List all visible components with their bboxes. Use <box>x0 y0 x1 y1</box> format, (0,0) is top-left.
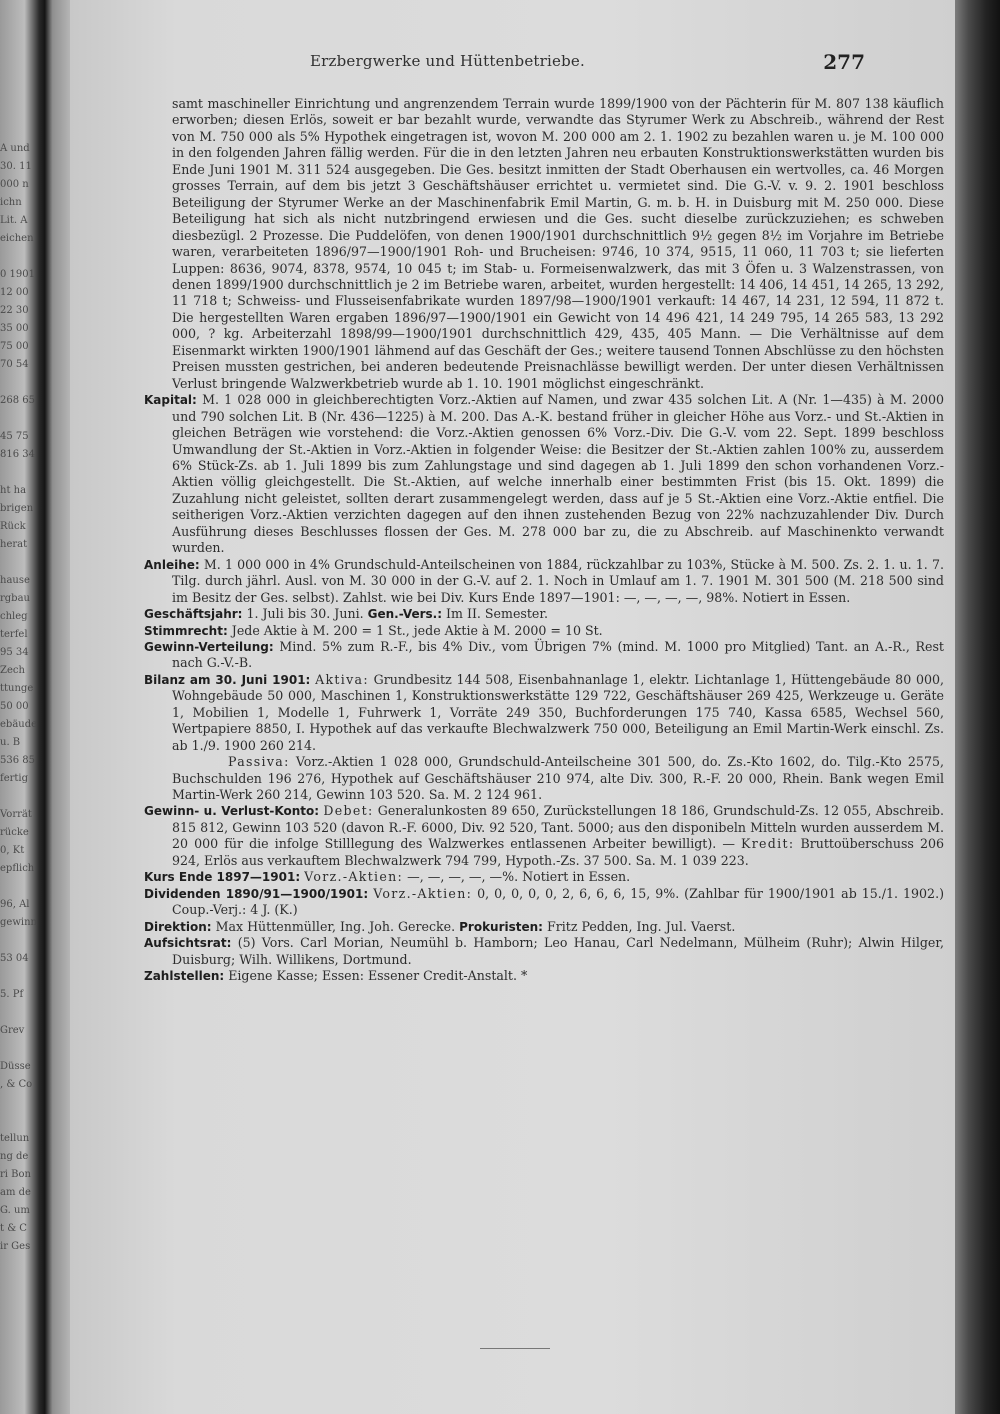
left-margin-fragment: Rück <box>0 521 26 532</box>
left-margin-fragment: 22 30 <box>0 305 29 316</box>
dividenden-text: 0, 0, 0, 0, 0, 2, 6, 6, 6, 15, 9%. (Zahlbar für 1900/1901 ab 15./1. 1902.) Coup.-Verj.: 4 J. (K.) <box>172 885 944 918</box>
left-margin-fragment <box>0 968 38 986</box>
left-margin-fragment: Zech <box>0 665 25 676</box>
left-margin-fragment: t & C <box>0 1223 27 1234</box>
zahlstellen-section <box>144 968 944 984</box>
dividenden-sub-label: Vorz.-Aktien: <box>373 885 473 901</box>
left-margin-fragment: 0, Kt <box>0 845 25 856</box>
left-margin-fragment <box>0 554 38 572</box>
anleihe-text: M. 1 000 000 in 4% Grundschuld-Anteilscheinen von 1884, rückzahlbar zu 103%, Stücke à M. 500. Zs. 2. 1. u. 1. 7. Tilg. durch jährl. Ausl. von M. 30 000 in der G.-V. auf 2. 1. Noch in Umlauf am 1. 7. 1901 M. 301 500 (M. 218 500 sind im Besitz der Ges. selbst). Zahlst. wie bei Div. Kurs Ende 1897—1901: —, —, —, —, 98%. Notiert in Essen. <box>172 556 944 605</box>
left-margin-fragment: ng de <box>0 1151 29 1162</box>
left-margin-fragment: tellun <box>0 1133 30 1144</box>
geschaeftsjahr-text: 1. Juli bis 30. Juni. <box>246 606 364 622</box>
gewinn-verteilung-section <box>144 639 944 672</box>
left-margin-fragment: 536 85 <box>0 755 35 766</box>
left-margin-fragment <box>0 1040 38 1058</box>
direktion-text: Max Hüttenmüller, Ing. Joh. Gerecke. <box>215 918 456 934</box>
left-margin-fragment: Düsse <box>0 1061 31 1072</box>
left-margin-fragment: ichn <box>0 197 22 208</box>
gewinn-verlust-section <box>144 803 944 869</box>
left-margin-fragment: 000 n <box>0 179 29 190</box>
zahlstellen-label: Zahlstellen: <box>144 969 225 984</box>
left-margin-fragment: chleg <box>0 611 28 622</box>
left-margin-fragment: 5. Pf <box>0 989 24 1000</box>
left-margin-fragment: ttunge <box>0 683 34 694</box>
left-margin-fragment: fertig <box>0 773 29 784</box>
direktion-label: Direktion: <box>144 919 212 934</box>
left-margin-fragment <box>0 1094 38 1112</box>
debet-text: Generalunkosten 89 650, Zurückstellungen 18 186, Grundschuld-Zs. 12 055, Abschreib. 815 812, Gewinn 103 520 (davon R.-F. 6000, Div. 92 520, Tant. 5000; aus den disponibeln Mitteln wurden ausserdem M. 20 000 für die infolge Stilllegung des Walzwerkes entlassenen Arbeiter bewilligt). — <box>172 803 944 852</box>
aktiva-label: Aktiva: <box>315 671 369 687</box>
left-margin-fragment: 45 75 <box>0 431 29 442</box>
left-margin-fragment <box>0 248 38 266</box>
page-number: 277 <box>823 50 865 74</box>
passiva-section <box>144 754 944 803</box>
left-margin-fragment <box>0 1004 38 1022</box>
left-margin-fragment: rgbau <box>0 593 30 604</box>
stimmrecht-section <box>144 623 944 639</box>
left-margin-fragments <box>0 140 38 1390</box>
kurs-sub-label: Vorz.-Aktien: <box>304 869 404 885</box>
gewinn-verteilung-label: Gewinn-Verteilung: <box>144 639 274 654</box>
passiva-label: Passiva: <box>228 754 290 770</box>
left-margin-fragment: 816 34 <box>0 449 35 460</box>
page-content <box>144 96 944 984</box>
geschaeftsjahr-section <box>144 606 944 622</box>
left-margin-fragment: eichen <box>0 233 34 244</box>
bilanz-section <box>144 672 944 754</box>
left-margin-fragment <box>0 932 38 950</box>
left-margin-fragment: 75 00 <box>0 341 29 352</box>
left-margin-fragment: u. B <box>0 737 21 748</box>
debet-label: Debet: <box>323 803 374 819</box>
left-margin-fragment: 268 65 <box>0 395 35 406</box>
direktion-section <box>144 919 944 935</box>
left-margin-fragment: Vorrät <box>0 809 32 820</box>
aktiva-text: Grundbesitz 144 508, Eisenbahnanlage 1, elektr. Lichtanlage 1, Hüttengebäude 80 000, Wohngebäude 50 000, Maschinen 1, Konstruktionswerkstätte 129 722, Geschäftshäuser 269 425, Werkzeuge u. Geräte 1, Mobilien 1, Modelle 1, Fuhrwerk 1, Vorräte 249 350, Buchforderungen 175 740, Kassa 6585, Wechsel 560, Wertpapiere 8850, I. Hypothek auf das verkaufte Blechwalzwerk 750 000, Beteiligung an Emil Martin-Werk einschl. Zs. ab 1./9. 1900 260 214. <box>172 671 944 753</box>
left-margin-fragment: Grev <box>0 1025 25 1036</box>
left-margin-fragment: herat <box>0 539 28 550</box>
aufsichtsrat-section <box>144 935 944 968</box>
anleihe-section <box>144 557 944 606</box>
left-margin-fragment: terfel <box>0 629 28 640</box>
left-margin-fragment: epflich <box>0 863 35 874</box>
prokuristen-text: Fritz Pedden, Ing. Jul. Vaerst. <box>547 918 736 934</box>
bilanz-label: Bilanz am 30. Juni 1901: <box>144 672 311 687</box>
left-margin-fragment <box>0 788 38 806</box>
left-margin-fragment: ir Ges <box>0 1241 31 1252</box>
left-margin-fragment: 30. 11 <box>0 161 32 172</box>
left-margin-fragment: gewinn <box>0 917 37 928</box>
left-margin-fragment <box>0 1112 38 1130</box>
left-margin-fragment: 12 00 <box>0 287 29 298</box>
left-margin-fragment <box>0 878 38 896</box>
left-margin-fragment: 53 04 <box>0 953 29 964</box>
left-margin-fragment: 35 00 <box>0 323 29 334</box>
left-margin-fragment: ht ha <box>0 485 27 496</box>
gen-vers-label: Gen.-Vers.: <box>367 607 443 622</box>
stimmrecht-label: Stimmrecht: <box>144 623 228 638</box>
left-margin-fragment <box>0 374 38 392</box>
gewinn-verteilung-text: Mind. 5% zum R.-F., bis 4% Div., vom Übrigen 7% (mind. M. 1000 pro Mitglied) Tant. an A.-R., Rest nach G.-V.-B. <box>172 638 944 671</box>
left-margin-fragment: G. um <box>0 1205 30 1216</box>
left-margin-fragment: rücke <box>0 827 29 838</box>
kurs-label: Kurs Ende 1897—1901: <box>144 870 301 885</box>
left-margin-fragment: 70 54 <box>0 359 29 370</box>
passiva-text: Vorz.-Aktien 1 028 000, Grundschuld-Anteilscheine 301 500, do. Zs.-Kto 1602, do. Tilg.-Kto 2575, Buchschulden 196 276, Hypothek auf Geschäftshäuser 210 974, alte Div. 300, R.-F. 20 000, Rhein. Bank wegen Emil Martin-Werk 260 214, Gewinn 103 520. Sa. M. 2 124 961. <box>172 754 944 803</box>
kurs-section <box>144 869 944 885</box>
kapital-label: Kapital: <box>144 393 197 408</box>
left-margin-fragment: am de <box>0 1187 31 1198</box>
prokuristen-label: Prokuristen: <box>459 919 543 934</box>
anleihe-label: Anleihe: <box>144 557 200 572</box>
kredit-text: Bruttoüberschuss 206 924, Erlös aus verkauftem Blechwalzwerk 794 799, Hypoth.-Zs. 37 500. Sa. M. 1 039 223. <box>172 836 944 868</box>
left-margin-fragment: 95 34 <box>0 647 29 658</box>
left-margin-fragment: 0 1901 <box>0 269 35 280</box>
left-margin-fragment: 50 00 <box>0 701 29 712</box>
aufsichtsrat-text: (5) Vors. Carl Morian, Neumühl b. Hamborn; Leo Hanau, Carl Nedelmann, Mülheim (Ruhr); Alwin Hilger, Duisburg; Wilh. Willikens, Dortmund. <box>172 935 944 967</box>
running-header: Erzbergwerke und Hüttenbetriebe. <box>310 52 585 70</box>
left-margin-fragment: ebäude <box>0 719 38 730</box>
left-margin-fragment: Lit. A <box>0 215 28 226</box>
gewinn-verlust-label: Gewinn- u. Verlust-Konto: <box>144 804 320 819</box>
footer-rule <box>480 1348 550 1349</box>
gen-vers-text: Im II. Semester. <box>446 606 549 622</box>
kapital-text: M. 1 028 000 in gleichberechtigten Vorz.-Aktien auf Namen, und zwar 435 solchen Lit. A (Nr. 1—435) à M. 2000 und 790 solchen Lit. B (Nr. 436—1225) à M. 200. Das A.-K. bestand früher in gleicher Höhe aus Vorz.- und St.-Aktien in gleichen Beträgen wie vorstehend: die Vorz.-Aktien genossen 6% Vorz.-Div. Die G.-V. vom 22. Sept. 1899 beschloss Umwandlung der St.-Aktien in Vorz.-Aktien in folgender Weise: die Besitzer der St.-Aktien zahlen 100% zu, ausserdem 6% Stück-Zs. ab 1. Juli 1899 bis zum Zahlungstage und sind dagegen ab 1. Juli 1899 den schon vorhandenen Vorz.-Aktien völlig gleichgestellt. Die St.-Aktien, auf welche innerhalb einer bestimmten Frist (bis 15. Okt. 1899) die Zuzahlung nicht geleistet, sollten derart zusammengelegt werden, dass auf je 5 St.-Aktien eine Vorz.-Aktie entfiel. Die seitherigen Vorz.-Aktien verzichten dagegen auf den ihnen zustehenden Bezug von 22% nachzuzahlender Div. Durch Ausführung dieses Beschlusses flossen der Ges. M. 278 000 bar zu, die zu Abschreib. auf Maschinenkto verwandt wurden. <box>172 392 944 556</box>
dividenden-label: Dividenden 1890/91—1900/1901: <box>144 886 369 901</box>
left-margin-fragment: brigen <box>0 503 34 514</box>
intro-paragraph: samt maschineller Einrichtung und angrenzendem Terrain wurde 1899/1900 von der Pächterin für M. 807 138 käuflich erworben; diesen Erlös, soweit er bar bezahlt wurde, verwandte das Styrumer Werk zu Abschreib., während der Rest von M. 750 000 als 5% Hypothek eingetragen ist, wovon M. 200 000 am 2. 1. 1902 zu bezahlen waren u. je M. 100 000 in den folgenden Jahren fällig werden. Für die in den letzten Jahren neu erbauten Konstruktionswerkstätten wurden bis Ende Juni 1901 M. 311 524 ausgegeben. Die Ges. besitzt inmitten der Stadt Oberhausen ein wertvolles, ca. 46 Morgen grosses Terrain, auf dem bis jetzt 3 Geschäftshäuser errichtet u. vermietet sind. Die G.-V. v. 9. 2. 1901 beschloss Beteiligung der Styrumer Werke an der Maschinenfabrik Emil Martin, G. m. b. H. in Duisburg mit M. 250 000. Diese Beteiligung hat sich als nicht nutzbringend erwiesen und die Ges. sucht dieselbe zurückzuziehen; es schweben diesbezügl. 2 Prozesse. Die Puddelöfen, von denen 1900/1901 durchschnittlich 9½ gegen 8½ im Vorjahre im Betriebe waren, verarbeiteten 1896/97—1900/1901 Roh- und Brucheisen: 9746, 10 374, 9515, 11 060, 11 703 t; sie lieferten Luppen: 8636, 9074, 8378, 9574, 10 045 t; im Stab- u. Formeisenwalzwerk, das mit 3 Öfen u. 3 Walzenstrassen, von denen 1899/1900 durchschnittlich je 2 im Betriebe waren, arbeitet, wurden hergestellt: 14 406, 14 451, 14 265, 13 292, 11 718 t; Schweiss- und Flusseisenfabrikate wurden 1897/98—1900/1901 verkauft: 14 467, 14 231, 12 594, 11 872 t. Die hergestellten Waren ergaben 1896/97—1900/1901 ein Gewicht von 14 496 421, 14 249 795, 14 265 583, 13 292 000, ? kg. Arbeiterzahl 1898/99—1900/1901 durchschnittlich 429, 435, 405 Mann. — Die Verhältnisse auf dem Eisenmarkt wirkten 1900/1901 lähmend auf das Geschäft der Ges.; weitere tausend Tonnen Abschlüsse zu den höchsten Preisen mussten gestrichen, bei anderen bedeutende Preisnachlässe bewilligt werden. Der unter diesen Verhältnissen Verlust bringende Walzwerkbetrieb wurde ab 1. 10. 1901 möglichst eingeschränkt. <box>172 96 944 391</box>
left-margin-fragment: , & Co <box>0 1079 33 1090</box>
left-margin-fragment: hause <box>0 575 30 586</box>
right-page-edge <box>955 0 1000 1414</box>
left-margin-fragment: A und <box>0 143 30 154</box>
geschaeftsjahr-label: Geschäftsjahr: <box>144 607 243 622</box>
kredit-label: Kredit: <box>741 836 795 852</box>
dividenden-section <box>144 886 944 919</box>
left-margin-fragment <box>0 410 38 428</box>
left-margin-fragment: ri Bon <box>0 1169 31 1180</box>
left-margin-fragment: 96, Al <box>0 899 30 910</box>
document-page <box>70 0 955 1414</box>
stimmrecht-text: Jede Aktie à M. 200 = 1 St., jede Aktie à M. 2000 = 10 St. <box>231 622 603 638</box>
zahlstellen-text: Eigene Kasse; Essen: Essener Credit-Anstalt. * <box>228 968 528 984</box>
kurs-text: —, —, —, —, —%. Notiert in Essen. <box>407 869 631 885</box>
aufsichtsrat-label: Aufsichtsrat: <box>144 936 232 951</box>
left-margin-fragment <box>0 464 38 482</box>
kapital-section <box>144 392 944 557</box>
